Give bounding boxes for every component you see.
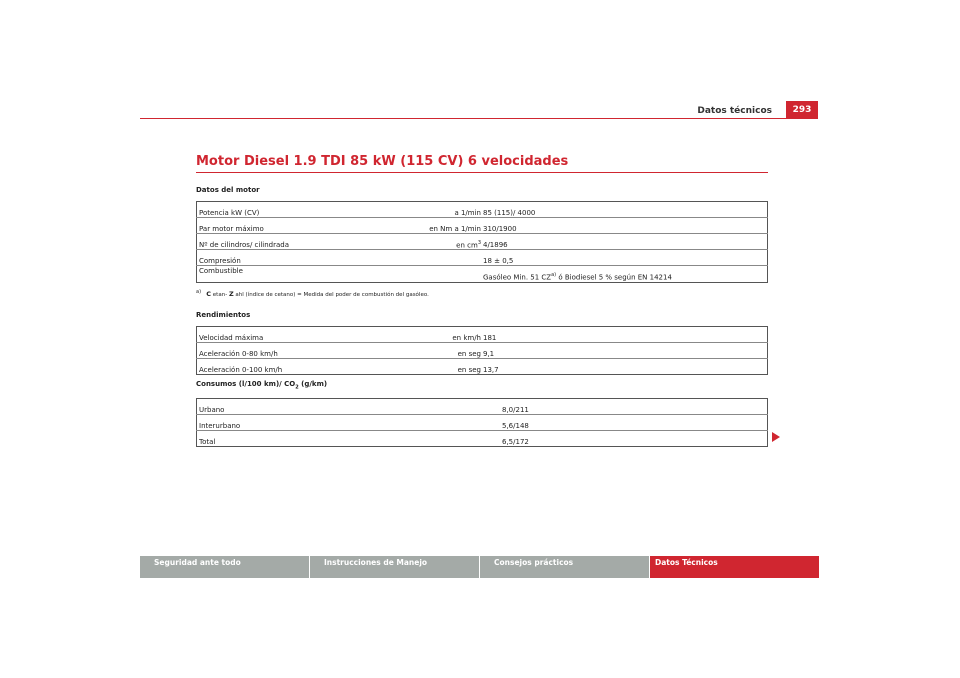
consumos-heading: Consumos (l/100 km)/ $CO_2$ (g/km) [196,380,328,391]
row-unit: en km/h [452,334,481,342]
table-row [197,415,768,431]
table-row [197,399,768,415]
table-row [197,327,768,343]
row-label: Interurbano [197,415,425,431]
row-unit: en Nm a 1/min [424,218,481,234]
table-row [197,266,768,283]
footnote: $^{a)}$ C etan- Z ahl (índice de cetano) = Medida del poder de combustión del gasóleo. [196,289,429,298]
row-label: Velocidad máxima [199,334,264,342]
rendimientos-heading: Rendimientos [196,311,251,319]
row-label: Aceleración 0-100 km/h [197,359,425,375]
row-label: Nº de cilindros/ cilindrada [197,234,425,250]
row-value: 18 ± 0,5 [481,250,768,266]
page-title: Motor Diesel 1.9 TDI 85 kW (115 CV) 6 velocidades [196,154,569,169]
row-unit [424,250,481,266]
running-header-title: Datos técnicos [697,106,772,116]
row-label: Potencia kW (CV) [199,209,260,217]
row-value: 6,5/172 [424,431,768,447]
table-row [197,431,768,447]
table-row [197,234,768,250]
tab-consejos[interactable]: Consejos prácticos [480,556,649,578]
motor-heading: Datos del motor [196,186,260,194]
table-row [197,202,768,218]
row-value: 5,6/148 [424,415,768,431]
row-label: Par motor máximo [197,218,425,234]
table-row [197,218,768,234]
tab-instrucciones[interactable]: Instrucciones de Manejo [310,556,479,578]
row-value: 13,7 [481,359,768,375]
table-row [197,250,768,266]
row-value: 85 (115)/ 4000 [483,209,536,217]
tab-seguridad[interactable]: Seguridad ante todo [140,556,309,578]
row-value: 9,1 [481,343,768,359]
motor-table [196,201,768,283]
row-label: Total [197,431,425,447]
table-row [197,343,768,359]
row-label: Aceleración 0-80 km/h [197,343,425,359]
row-unit [424,266,481,283]
row-value: Gasóleo Min. 51 CZ$^{a)}$ ó Biodiesel 5 % según EN 14214 [481,266,768,283]
row-value: 310/1900 [481,218,768,234]
row-label: Compresión [197,250,425,266]
row-unit: en seg [424,359,481,375]
tab-datos-tecnicos[interactable]: Datos Técnicos [650,556,819,578]
consumos-table [196,398,768,447]
row-unit: a 1/min [454,209,481,217]
header-rule [140,118,818,119]
row-value: 181 [483,334,497,342]
footer-nav [140,556,819,578]
continue-arrow-icon[interactable] [772,432,780,442]
row-value: 4/1896 [481,234,768,250]
row-label: Urbano [199,406,225,414]
row-label: Combustible [197,266,425,283]
row-unit: en $cm^3$ [424,234,481,250]
rendimientos-table [196,326,768,375]
page-number: 293 [786,101,818,119]
row-value: 8,0/211 [502,406,529,414]
title-rule [196,172,768,173]
table-row [197,359,768,375]
row-unit: en seg [424,343,481,359]
